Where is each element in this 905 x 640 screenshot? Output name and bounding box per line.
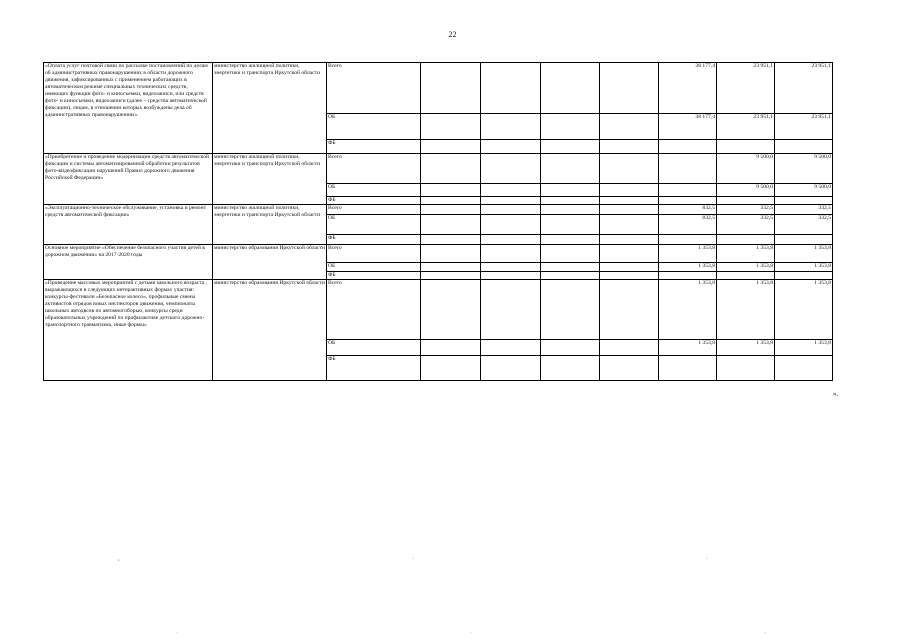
amount-cell <box>481 356 541 381</box>
funding-source-cell: ОБ <box>327 184 421 197</box>
amount-cell <box>600 63 659 114</box>
amount-cell <box>717 140 775 154</box>
amount-cell: 832,5 <box>659 215 717 235</box>
amount-cell: 332,5 <box>775 215 833 235</box>
amount-cell <box>600 235 659 245</box>
amount-cell <box>541 340 600 356</box>
amount-cell <box>600 263 659 272</box>
amount-cell: 23 951,1 <box>717 114 775 140</box>
amount-cell <box>481 340 541 356</box>
amount-cell <box>481 154 541 184</box>
amount-cell <box>421 263 481 272</box>
amount-cell <box>481 215 541 235</box>
amount-cell <box>421 280 481 340</box>
amount-cell: 332,5 <box>717 215 775 235</box>
amount-cell <box>659 356 717 381</box>
amount-cell: 332,5 <box>717 205 775 215</box>
amount-cell <box>717 235 775 245</box>
amount-cell <box>421 184 481 197</box>
activity-name-cell: «Приобретение и проведение модернизации средств автоматической фиксации и системы автоматизированной обработки результатов фото-видеофиксации нарушений Правил дорожного движения Российской Федерации» <box>44 154 213 205</box>
funding-source-cell: ОБ <box>327 340 421 356</box>
scan-speck: · <box>764 630 766 636</box>
amount-cell: 1 353,8 <box>659 245 717 263</box>
amount-cell <box>775 197 833 205</box>
amount-cell <box>481 245 541 263</box>
amount-cell: 832,5 <box>659 205 717 215</box>
executor-cell: министерство жилищной политики, энергетики и транспорта Иркутской области <box>213 154 327 205</box>
amount-cell <box>481 235 541 245</box>
amount-cell <box>541 184 600 197</box>
amount-cell: 1 353,8 <box>717 263 775 272</box>
amount-cell: 1 353,8 <box>775 245 833 263</box>
amount-cell <box>541 263 600 272</box>
funding-source-cell: Всего <box>327 245 421 263</box>
amount-cell <box>481 280 541 340</box>
amount-cell: 9 500,0 <box>775 184 833 197</box>
amount-cell <box>600 245 659 263</box>
amount-cell <box>717 272 775 280</box>
amount-cell <box>659 235 717 245</box>
activity-name-cell: «Проведение массовых мероприятий с детьми школьного возраста , выражающихся в следующих интерактивных формах участия: конкурсы-фестивали «Безопасное колесо», профильные смены активистов отрядов юных инспекторов движения, чемпионаты школьных автодвсов по автомногоборью, конкурсы среди образовательных учреждений по профилактике детского дорожно-транспортного травматизма, иные формы» <box>44 280 213 381</box>
amount-cell <box>481 263 541 272</box>
amount-cell <box>541 154 600 184</box>
amount-cell: 38 177,4 <box>659 114 717 140</box>
amount-cell <box>600 140 659 154</box>
funding-source-cell: ОБ <box>327 215 421 235</box>
amount-cell: 1 353,8 <box>775 340 833 356</box>
amount-cell <box>775 272 833 280</box>
amount-cell <box>600 215 659 235</box>
funding-source-cell: ОБ <box>327 263 421 272</box>
amount-cell <box>421 215 481 235</box>
amount-cell: 23 951,1 <box>775 114 833 140</box>
amount-cell <box>541 140 600 154</box>
amount-cell <box>541 114 600 140</box>
funding-source-cell: ФБ <box>327 272 421 280</box>
amount-cell <box>421 140 481 154</box>
amount-cell <box>775 235 833 245</box>
amount-cell <box>775 356 833 381</box>
amount-cell <box>541 235 600 245</box>
scan-speck: · <box>412 556 414 562</box>
funding-source-cell: ФБ <box>327 356 421 381</box>
scan-speck: · <box>470 630 472 636</box>
amount-cell <box>481 197 541 205</box>
amount-cell <box>541 215 600 235</box>
amount-cell: 1 353,8 <box>717 245 775 263</box>
funding-source-cell: ФБ <box>327 235 421 245</box>
table-row <box>44 245 833 263</box>
amount-cell <box>421 197 481 205</box>
amount-cell <box>421 235 481 245</box>
amount-cell: 1 353,8 <box>659 340 717 356</box>
amount-cell: 23 951,1 <box>717 63 775 114</box>
closing-quote-mark: ». <box>833 390 839 398</box>
executor-cell: министерство жилищной политики, энергетики и транспорта Иркутской области <box>213 205 327 245</box>
amount-cell <box>421 205 481 215</box>
amount-cell <box>541 272 600 280</box>
amount-cell <box>541 280 600 340</box>
amount-cell <box>717 197 775 205</box>
table-row <box>44 280 833 340</box>
amount-cell: 332,5 <box>775 205 833 215</box>
funding-source-cell: ФБ <box>327 197 421 205</box>
amount-cell <box>600 205 659 215</box>
amount-cell <box>659 272 717 280</box>
amount-cell <box>421 272 481 280</box>
table-row <box>44 63 833 114</box>
amount-cell: 23 951,1 <box>775 63 833 114</box>
amount-cell: 38 177,4 <box>659 63 717 114</box>
amount-cell <box>481 184 541 197</box>
amount-cell <box>541 63 600 114</box>
amount-cell <box>600 356 659 381</box>
table-body <box>44 63 833 381</box>
amount-cell: 9 500,0 <box>717 184 775 197</box>
amount-cell: 1 353,8 <box>717 280 775 340</box>
amount-cell <box>600 184 659 197</box>
amount-cell <box>541 356 600 381</box>
amount-cell <box>421 154 481 184</box>
amount-cell <box>600 280 659 340</box>
scan-speck: , <box>118 556 120 562</box>
amount-cell <box>600 272 659 280</box>
page-number: 22 <box>448 30 457 39</box>
amount-cell <box>481 205 541 215</box>
amount-cell: 9 500,0 <box>717 154 775 184</box>
executor-cell: министерство образования Иркутской области <box>213 280 327 381</box>
amount-cell <box>775 140 833 154</box>
amount-cell: 1 353,8 <box>717 340 775 356</box>
funding-source-cell: Всего <box>327 63 421 114</box>
amount-cell: 9 500,0 <box>775 154 833 184</box>
funding-source-cell: Всего <box>327 205 421 215</box>
amount-cell <box>481 63 541 114</box>
amount-cell: 1 353,8 <box>775 280 833 340</box>
scan-speck: · <box>176 630 178 636</box>
amount-cell <box>659 197 717 205</box>
amount-cell <box>717 356 775 381</box>
funding-source-cell: Всего <box>327 154 421 184</box>
funding-source-cell: ОБ <box>327 114 421 140</box>
activity-name-cell: Основное мероприятие «Обеспечение безопасного участия детей в дорожном движении» на 2017-2020 годы <box>44 245 213 280</box>
scan-speck: · <box>706 556 708 562</box>
table-row <box>44 205 833 215</box>
funding-source-cell: ФБ <box>327 140 421 154</box>
amount-cell: 1 353,8 <box>659 280 717 340</box>
activity-name-cell: «Оплата услуг почтовой связи по рассылке постановлений по делам об административных правонарушениях в области дорожного движения, зафиксированных с применением работающих в автоматическом режиме специальных технических средств, имеющих функции фото- и киносъемки, видеозаписи, или средств фото- и киносъемки, видеозаписи (далее – средства автоматической фиксации), лицам, в отношении которых возбуждены дела об административных правонарушениях» <box>44 63 213 154</box>
executor-cell: министерство жилищной политики, энергетики и транспорта Иркутской области <box>213 63 327 154</box>
amount-cell <box>421 356 481 381</box>
amount-cell <box>421 245 481 263</box>
amount-cell <box>421 340 481 356</box>
executor-cell: министерство образования Иркутской области <box>213 245 327 280</box>
amount-cell <box>421 63 481 114</box>
amount-cell <box>600 154 659 184</box>
amount-cell: 1 353,8 <box>659 263 717 272</box>
amount-cell <box>600 114 659 140</box>
program-activities-table <box>43 62 833 381</box>
amount-cell <box>659 184 717 197</box>
amount-cell <box>600 340 659 356</box>
activity-name-cell: «Эксплуатационно-техническое обслуживание, установка и ремонт средств автоматической фиксации» <box>44 205 213 245</box>
amount-cell <box>541 245 600 263</box>
amount-cell <box>659 140 717 154</box>
amount-cell: 1 353,8 <box>775 263 833 272</box>
funding-source-cell: Всего <box>327 280 421 340</box>
amount-cell <box>659 154 717 184</box>
amount-cell <box>481 272 541 280</box>
table-row <box>44 154 833 184</box>
amount-cell <box>481 114 541 140</box>
amount-cell <box>541 205 600 215</box>
amount-cell <box>421 114 481 140</box>
amount-cell <box>481 140 541 154</box>
amount-cell <box>600 197 659 205</box>
amount-cell <box>541 197 600 205</box>
